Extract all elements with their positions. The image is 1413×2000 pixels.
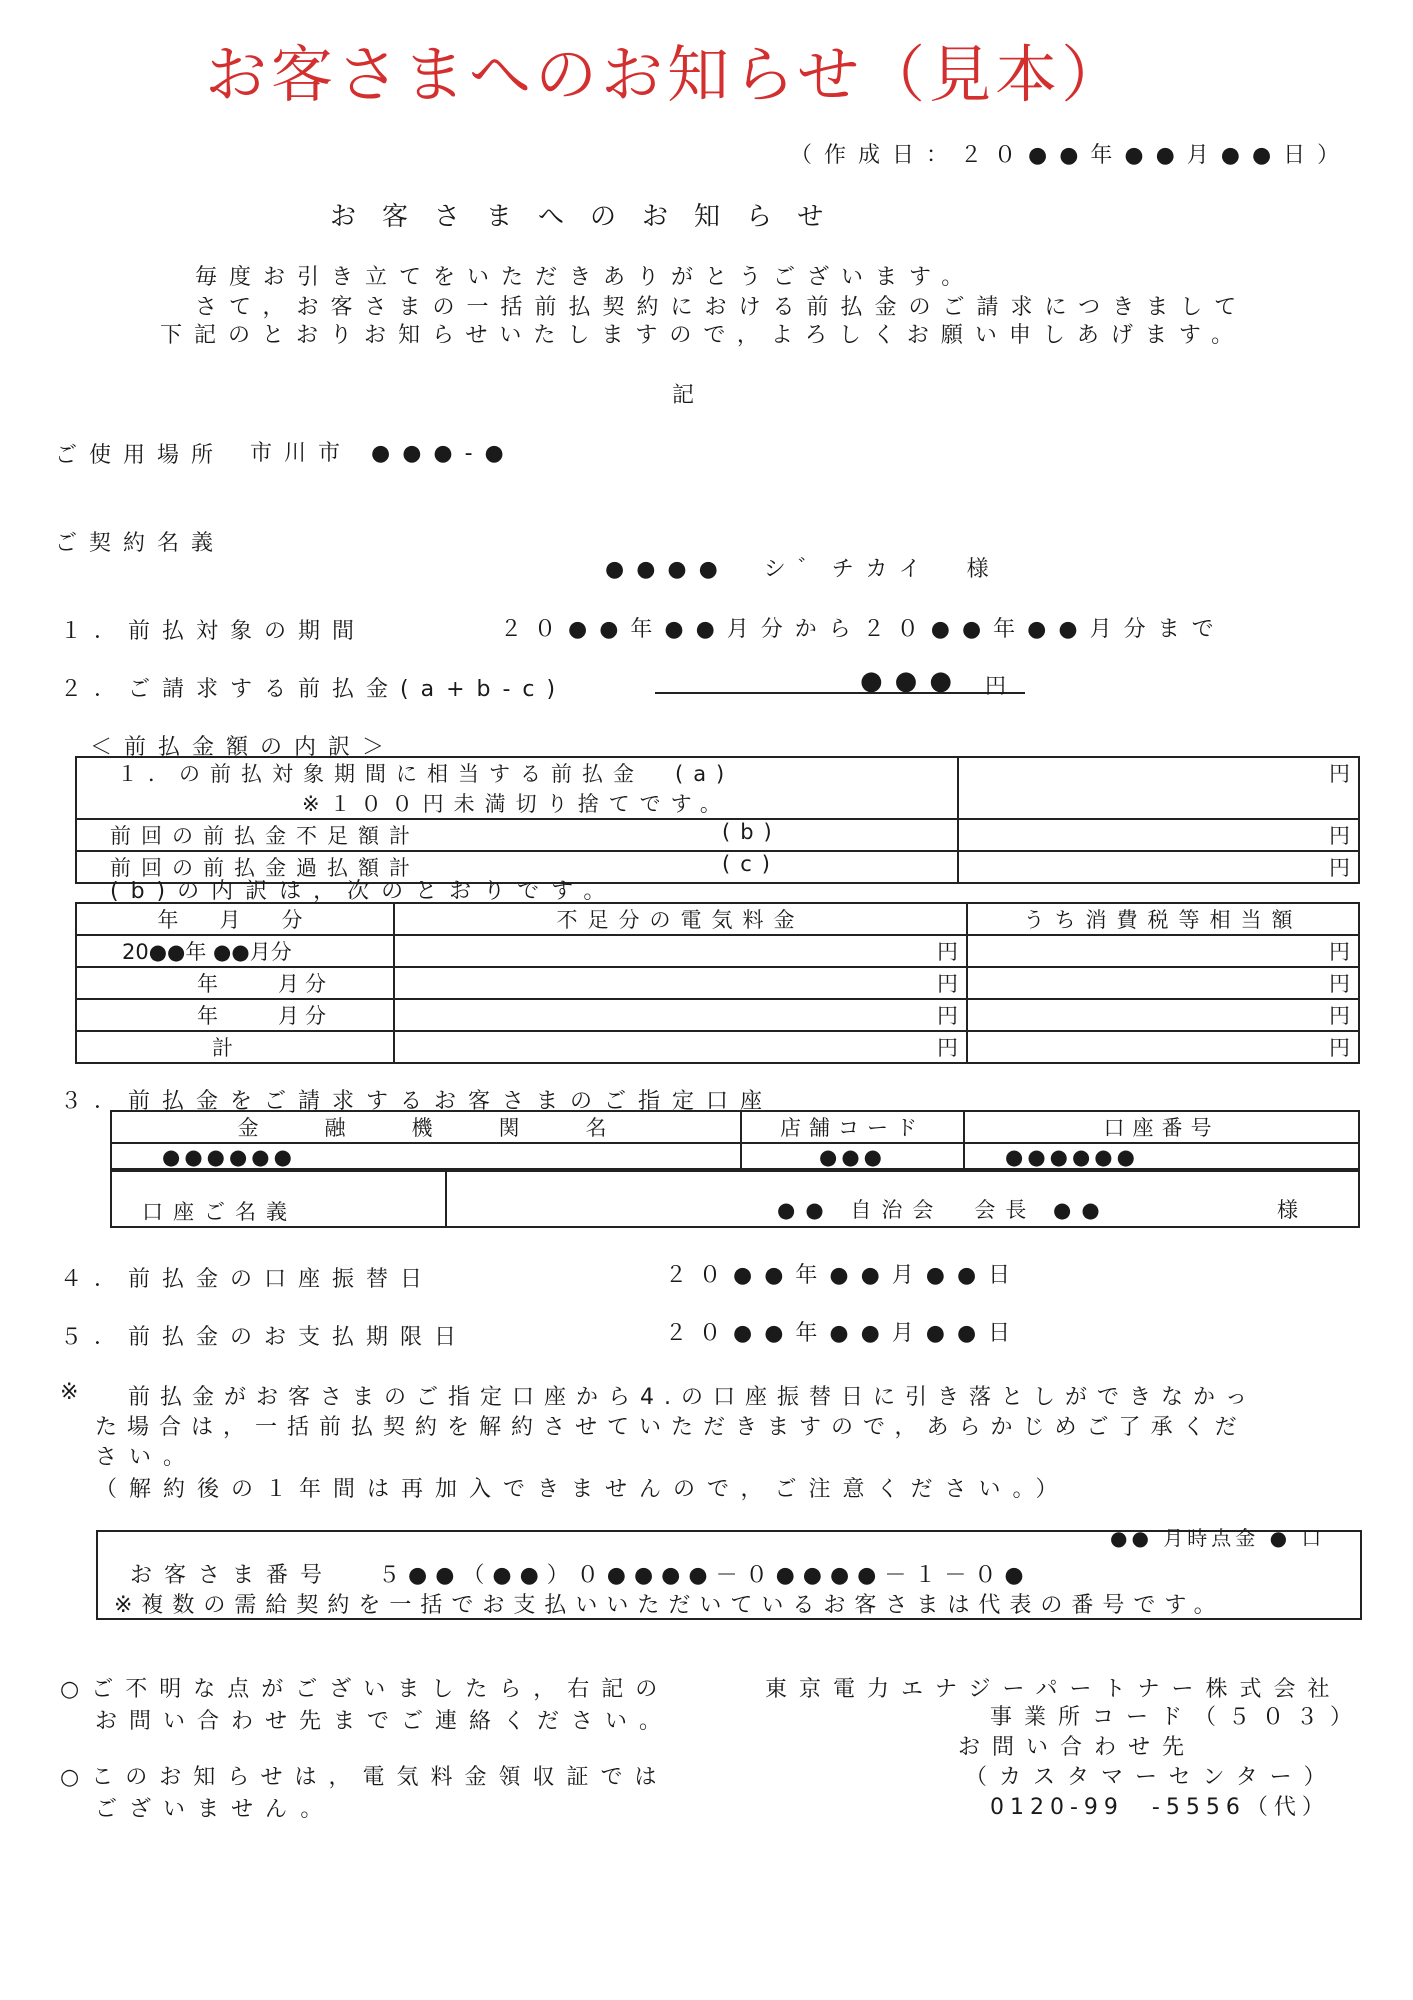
table-row — [76, 999, 1359, 1031]
footer-note-1-line-1: ○ご不明な点がございましたら，右記の — [60, 1677, 670, 1702]
total-shortage-yen: 円 — [394, 1031, 967, 1063]
usage-place-value: 市川市 ●●●-● — [250, 441, 516, 466]
customer-number-label: お客さま番号 — [130, 1563, 335, 1588]
col-number: 口座番号 — [964, 1111, 1359, 1143]
created-date: （作成日：２０●●年●●月●●日） — [790, 143, 1352, 168]
usage-place-label: ご使用場所 — [55, 443, 226, 468]
breakdown-table — [75, 756, 1360, 884]
deadline-value: ２０●●年●●月●●日 — [665, 1321, 1023, 1346]
tax-1-yen: 円 — [967, 935, 1359, 967]
notice-mark: ※ — [60, 1380, 79, 1405]
amount-underline — [655, 692, 1025, 694]
transfer-date-value: ２０●●年●●月●●日 — [665, 1263, 1023, 1288]
holder-table — [110, 1168, 1360, 1228]
total-label: 計 — [76, 1031, 394, 1063]
month-3: 年 月分 — [76, 999, 394, 1031]
table-row — [76, 1031, 1359, 1063]
total-tax-yen: 円 — [967, 1031, 1359, 1063]
footer-note-1-line-2: お問い合わせ先までご連絡ください。 — [95, 1709, 674, 1734]
holder-cell — [446, 1169, 1359, 1227]
row-b-label: 前回の前払金不足額計 — [110, 824, 420, 848]
col-month: 年 月 分 — [76, 903, 394, 935]
company-name: 東京電力エナジーパートナー株式会社 — [765, 1677, 1342, 1702]
intro-line-3: 下記のとおりお知らせいたしますので，よろしくお願い申しあげます。 — [160, 323, 1246, 348]
row-c-code: (c) — [722, 852, 780, 876]
customer-number-note: ※複数の需給契約を一括でお支払いいただいているお客さまは代表の番号です。 — [114, 1593, 1225, 1618]
amount-label: ２．ご請求する前払金(a+b-c) — [60, 677, 568, 702]
period-value: ２０●●年●●月分から２０●●年●●月分まで — [500, 617, 1226, 642]
row-c-yen: 円 — [958, 851, 1359, 883]
notice-line-3: さい。 — [95, 1445, 198, 1470]
b-breakdown-note: (b)の内訳は，次のとおりです。 — [110, 879, 618, 904]
customer-center: （カスタマーセンター） — [965, 1765, 1338, 1790]
holder-suffix: 様 — [1277, 1198, 1298, 1222]
contract-name-label: ご契約名義 — [55, 531, 226, 556]
row-a-note: ※１００円未満切り捨てです。 — [302, 792, 731, 816]
amount-value: ●●● — [860, 666, 965, 696]
transfer-date-label: ４．前払金の口座振替日 — [60, 1267, 435, 1292]
row-a-label: １．の前払対象期間に相当する前払金 (a) — [117, 762, 735, 786]
row-b-code: (b) — [722, 820, 782, 844]
account-table — [110, 1110, 1360, 1172]
shortage-2-yen: 円 — [394, 967, 967, 999]
shortage-3-yen: 円 — [394, 999, 967, 1031]
col-bank: 金 融 機 関 名 — [111, 1111, 741, 1143]
shortage-1-yen: 円 — [394, 935, 967, 967]
footer-note-2-line-2: ございません。 — [95, 1797, 335, 1822]
row-a-yen: 円 — [958, 757, 1359, 819]
holder-value: ●● 自治会 会長 ●● — [777, 1198, 1110, 1222]
b-breakdown-table — [75, 902, 1360, 1064]
tax-2-yen: 円 — [967, 967, 1359, 999]
contact-phone: 0120-99 -5556（代） — [990, 1795, 1330, 1820]
footer-note-2-line-1: ○このお知らせは，電気料金領収証では — [60, 1765, 669, 1790]
row-c-label: 前回の前払金過払額計 — [110, 856, 420, 880]
table-row — [76, 935, 1359, 967]
tax-3-yen: 円 — [967, 999, 1359, 1031]
branch-value: ●●● — [741, 1143, 964, 1171]
holder-label: 口座ご名義 — [111, 1169, 446, 1227]
col-branch: 店舗コード — [741, 1111, 964, 1143]
breakdown-row-a — [76, 757, 958, 819]
customer-number-value: ５●●（●●）０●●●●－０●●●●－１－０● — [378, 1563, 1032, 1588]
col-shortage: 不足分の電気料金 — [394, 903, 967, 935]
row-b-yen: 円 — [958, 819, 1359, 851]
col-tax: うち消費税等相当額 — [967, 903, 1359, 935]
intro-line-2: さて，お客さまの一括前払契約における前払金のご請求につきまして — [195, 295, 1249, 320]
month-1: 20●●年 ●●月分 — [76, 935, 394, 967]
document-title: お客さまへのお知らせ — [330, 202, 850, 232]
breakdown-row-b — [76, 819, 958, 851]
breakdown-heading: ＜前払金額の内訳＞ — [90, 735, 397, 760]
sample-title: お客さまへのお知らせ（見本） — [205, 38, 1128, 111]
contact-label: お問い合わせ先 — [958, 1735, 1197, 1760]
account-number-value: ●●●●●● — [964, 1143, 1359, 1171]
month-2: 年 月分 — [76, 967, 394, 999]
period-label: １．前払対象の期間 — [60, 619, 367, 644]
intro-line-1: 毎度お引き立てをいただきありがとうございます。 — [195, 265, 976, 290]
notice-line-4: （解約後の１年間は再加入できませんので，ご注意ください。） — [95, 1477, 1070, 1502]
table-row — [76, 967, 1359, 999]
notice-line-2: た場合は，一括前払契約を解約させていただきますので，あらかじめご了承くだ — [95, 1415, 1247, 1440]
contract-name-value: ●●●● シ゛チカイ 様 — [605, 557, 1001, 582]
office-code: 事業所コード（５０３） — [990, 1705, 1365, 1730]
amount-unit: 円 — [985, 674, 1006, 698]
customer-stamp: ●● 月時点金 ● 口 — [1110, 1526, 1326, 1550]
account-heading: ３．前払金をご請求するお客さまのご指定口座 — [60, 1089, 775, 1114]
notice-line-1: 前払金がお客さまのご指定口座から4.の口座振替日に引き落としができなかっ — [128, 1385, 1257, 1410]
ki-label: 記 — [672, 383, 707, 408]
bank-value: ●●●●●● — [111, 1143, 741, 1171]
deadline-label: ５．前払金のお支払期限日 — [60, 1325, 469, 1350]
